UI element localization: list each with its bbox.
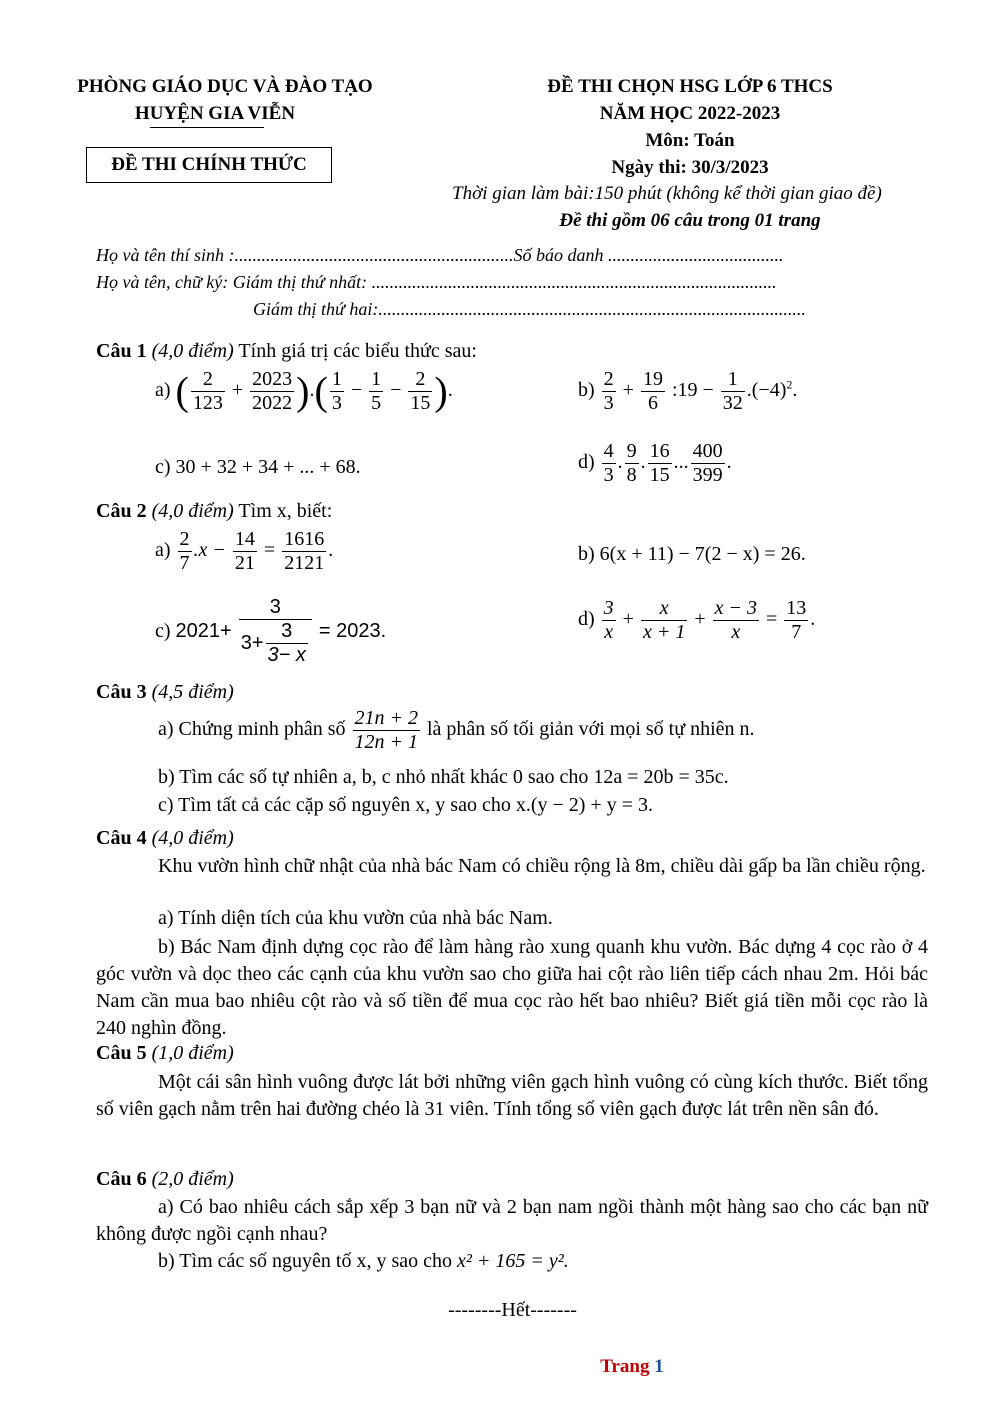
q2-part-c: c) 2021+ 3 3+ $\frac{3}{3- x}$ = 2023. bbox=[155, 596, 387, 666]
question-5-heading: Câu 5 (1,0 điểm) bbox=[96, 1042, 234, 1064]
fraction: $\frac{1}{3}$ bbox=[331, 368, 342, 414]
q1-part-b: b) $\frac{2}{3}$ + $\frac{19}{6}$ :19 − $\frac{1}{32}$ $.(-4)^2$. bbox=[578, 368, 798, 414]
invigilator-2-line: Giám thị thứ hai:............................................................................................... bbox=[253, 299, 806, 319]
subject: Môn: Toán bbox=[645, 130, 735, 151]
q3-part-c: c) Tìm tất cả các cặp số nguyên x, y sao cho x.(y − 2) + y = 3. bbox=[158, 794, 653, 816]
question-prompt: Tính giá trị các biểu thức sau: bbox=[238, 340, 477, 362]
q2-part-d: d) $\frac{3}{x}$ + $\frac{x}{x + 1}$ + $\frac{x - 3}{x}$ = $\frac{13}{7}$ . bbox=[578, 597, 816, 643]
fraction: $\frac{9}{8}$ bbox=[626, 440, 637, 486]
candidate-name-line: Họ và tên thí sinh :..............................................................Số báo danh ....................................... bbox=[96, 245, 784, 265]
q3-part-b: b) Tìm các số tự nhiên a, b, c nhỏ nhất khác 0 sao cho 12a = 20b = 35c. bbox=[158, 766, 729, 788]
q4-part-b: b) Bác Nam định dựng cọc rào để làm hàng rào xung quanh khu vườn. Bác dựng 4 cọc rào ở 4 góc vườn và dọc theo các cạnh của khu vườn sao cho giữa hai cột rào liên tiếp cách nhau 2m. Hỏi bác Nam cần mua bao nhiêu cột rào và số tiền để mua cọc rào hết bao nhiêu? Biết giá tiền mỗi cọc rào là 240 nghìn đồng. bbox=[96, 936, 928, 1039]
fraction: $\frac{16}{15}$ bbox=[649, 440, 670, 486]
q1-part-a: a) ( $\frac{2}{123}$ + $\frac{2023}{2022}$ ).( $\frac{1}{3}$ − $\frac{1}{5}$ − $\frac{2}{15}$ ). bbox=[155, 368, 453, 414]
q1-part-d: d) $\frac{4}{3}$ . $\frac{9}{8}$ . $\frac{16}{15}$ ... $\frac{400}{399}$ . bbox=[578, 440, 732, 486]
question-points: (4,0 điểm) bbox=[151, 340, 234, 362]
question-title: Câu 1 bbox=[96, 340, 147, 362]
page-number: Trang 1 bbox=[600, 1356, 664, 1377]
fraction: $\frac{x - 3}{x}$ bbox=[714, 597, 757, 643]
q3-part-a: a) Chứng minh phân số $\frac{21n + 2}{12n + 1}$ là phân số tối giản với mọi số tự nhiên n. bbox=[158, 707, 755, 753]
time-note: Thời gian làm bài:150 phút (không kể thời gian giao đề) bbox=[452, 183, 882, 204]
q6-part-b: b) Tìm các số nguyên tố x, y sao cho x² + 165 = y². bbox=[158, 1250, 569, 1272]
pages-note: Đề thi gồm 06 câu trong 01 trang bbox=[559, 210, 821, 231]
fraction: $\frac{1616}{2121}$ bbox=[284, 528, 325, 574]
fraction: $\frac{2}{15}$ bbox=[410, 368, 431, 414]
fraction: $\frac{2}{3}$ bbox=[603, 368, 614, 414]
fraction: $\frac{13}{7}$ bbox=[786, 597, 807, 643]
question-2-heading: Câu 2 (4,0 điểm) Tìm x, biết: bbox=[96, 500, 333, 522]
fraction: $\frac{19}{6}$ bbox=[642, 368, 663, 414]
q1-part-c: c) 30 + 32 + 34 + ... + 68. bbox=[155, 456, 361, 478]
fraction: $\frac{400}{399}$ bbox=[692, 440, 723, 486]
end-marker: --------Hết------- bbox=[448, 1299, 577, 1321]
fraction: $\frac{x}{x + 1}$ bbox=[642, 597, 686, 643]
official-exam-box: ĐỀ THI CHÍNH THỨC bbox=[86, 147, 332, 183]
fraction: $\frac{3}{x}$ bbox=[603, 597, 614, 643]
fraction: $\frac{1}{32}$ bbox=[722, 368, 743, 414]
part-label: a) bbox=[155, 379, 171, 402]
q4-paragraph: Khu vườn hình chữ nhật của nhà bác Nam có chiều rộng là 8m, chiều dài gấp ba lần chiều rộng. bbox=[158, 855, 926, 877]
school-year: NĂM HỌC 2022-2023 bbox=[599, 103, 781, 124]
q2-part-b: b) 6(x + 11) − 7(2 − x) = 26. bbox=[578, 543, 806, 565]
question-4-heading: Câu 4 (4,0 điểm) bbox=[96, 827, 234, 849]
exam-date: Ngày thi: 30/3/2023 bbox=[611, 157, 769, 178]
exam-title: ĐỀ THI CHỌN HSG LỚP 6 THCS bbox=[547, 76, 833, 97]
fraction: $\frac{21n + 2}{12n + 1}$ bbox=[354, 707, 418, 753]
q2-part-a: a) $\frac{2}{7}$ .x − $\frac{14}{21}$ = $\frac{1616}{2121}$ . bbox=[155, 528, 334, 574]
fraction: $\frac{4}{3}$ bbox=[603, 440, 614, 486]
q6-part-a: a) Có bao nhiêu cách sắp xếp 3 bạn nữ và 2 bạn nam ngồi thành một hàng sao cho các bạn nữ không được ngồi cạnh nhau? bbox=[96, 1196, 928, 1245]
header-underline bbox=[150, 127, 264, 128]
question-1-heading bbox=[96, 340, 477, 363]
question-6-heading: Câu 6 (2,0 điểm) bbox=[96, 1168, 234, 1190]
department-name: PHÒNG GIÁO DỤC VÀ ĐÀO TẠO bbox=[77, 76, 373, 97]
question-3-heading: Câu 3 (4,5 điểm) bbox=[96, 681, 234, 703]
fraction: $\frac{1}{5}$ bbox=[371, 368, 382, 414]
fraction: $\frac{14}{21}$ bbox=[234, 528, 255, 574]
district-name: HUYỆN GIA VIỄN bbox=[134, 103, 296, 124]
fraction: $\frac{2023}{2022}$ bbox=[252, 368, 293, 414]
q4-part-a: a) Tính diện tích của khu vườn của nhà bác Nam. bbox=[158, 907, 553, 929]
invigilator-1-line: Họ và tên, chữ ký: Giám thị thứ nhất: .......................................................................................... bbox=[96, 272, 777, 292]
fraction: $\frac{2}{7}$ bbox=[179, 528, 190, 574]
fraction: $\frac{2}{123}$ bbox=[192, 368, 223, 414]
q5-paragraph: Một cái sân hình vuông được lát bởi những viên gạch hình vuông có cùng kích thước. Biết tổng số viên gạch nằm trên hai đường chéo là 31 viên. Tính tổng số viên gạch được lát trên nền sân đó. bbox=[96, 1071, 928, 1120]
nested-fraction: 3 3+ $\frac{3}{3- x}$ bbox=[239, 596, 312, 667]
